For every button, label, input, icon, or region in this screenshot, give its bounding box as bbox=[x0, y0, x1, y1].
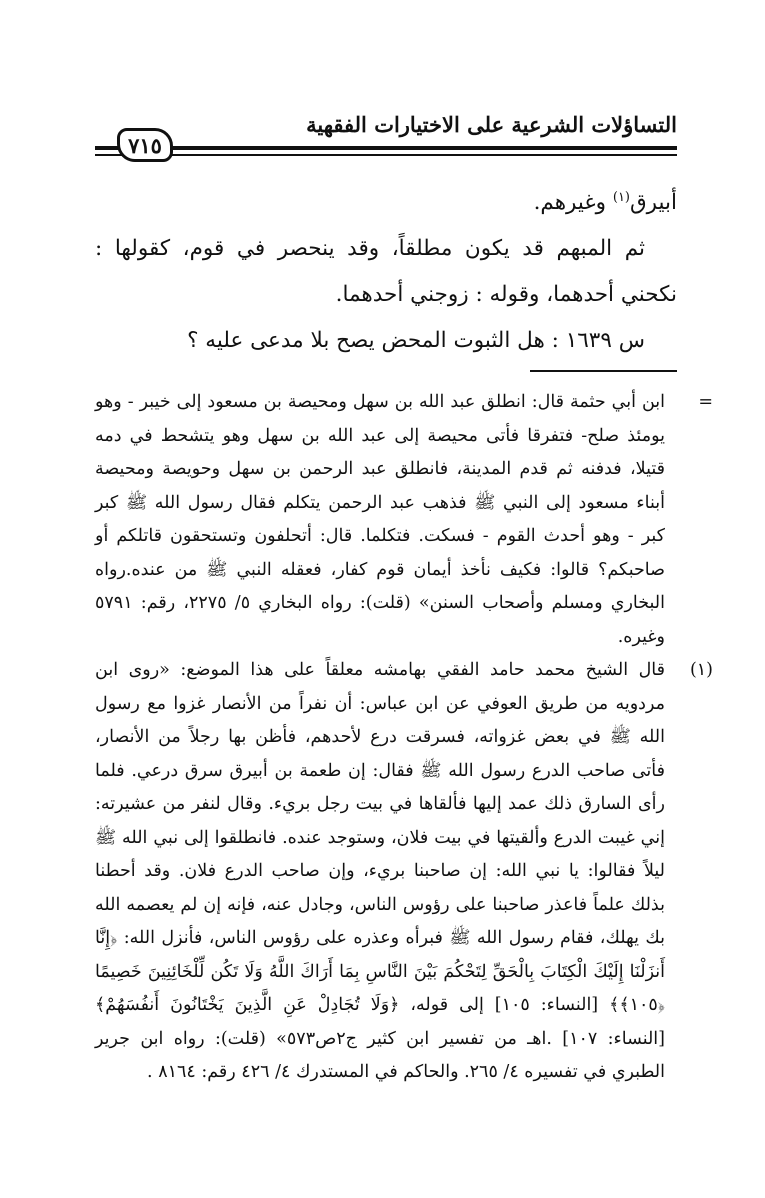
footnote-separator bbox=[530, 370, 677, 372]
header-rule-thin bbox=[95, 154, 677, 156]
page-number: ٧١٥ bbox=[128, 132, 162, 158]
footnote-1-marker: (١) bbox=[689, 660, 713, 680]
header-rule-thick bbox=[95, 146, 677, 150]
paragraph-2: ثم المبهم قد يكون مطلقاً، وقد ينحصر في قوم، كقولها : نكحني أحدهما، وقوله : زوجني أحدهما. bbox=[95, 236, 677, 307]
footnote-reference: (١) bbox=[612, 189, 630, 205]
footnote-continued-marker: = bbox=[698, 392, 713, 412]
footnote-1 bbox=[95, 654, 713, 1090]
footnote-continued-text: ابن أبي حثمة قال: انطلق عبد الله بن سهل ومحيصة بن مسعود إلى خيبر - وهو يومئذ صلح- فتفرقا فأتى محيصة إلى عبد الله بن سهل وهو يتشحط في دمه قتيلا، فدفنه ثم قدم المدينة، فانطلق عبد الرحمن بن سهل وحويصة ومحيصة أبناء مسعود إلى النبي ﷺ فذهب عبد الرحمن يتكلم فقال رسول الله ﷺ كبر كبر - وهو أحدث القوم - فسكت. فتكلما. قال: أتحلفون وتستحقون قاتلكم أو صاحبكم؟ قالوا: فكيف نأخذ أيمان قوم كفار، فعقله النبي ﷺ من عنده.رواه البخاري ومسلم وأصحاب السنن» (قلت): رواه البخاري ٥/ ٢٢٧٥، رقم: ٥٧٩١ وغيره. bbox=[95, 392, 665, 647]
main-text bbox=[95, 180, 677, 364]
paragraph-1 bbox=[95, 180, 677, 226]
page-number-badge bbox=[117, 128, 173, 162]
footnotes bbox=[95, 386, 713, 1090]
paragraph-1-tail: وغيرهم. bbox=[533, 190, 613, 215]
paragraph-1-text: أبيرق bbox=[630, 190, 677, 215]
running-title: التساؤلات الشرعية على الاختيارات الفقهية bbox=[306, 112, 677, 137]
question-1639: س ١٦٣٩ : هل الثبوت المحض يصح بلا مدعى عليه ؟ bbox=[187, 328, 645, 353]
footnote-continued bbox=[95, 386, 713, 654]
footnote-1-text: قال الشيخ محمد حامد الفقي بهامشه معلقاً على هذا الموضع: «روى ابن مردويه من طريق العوفي عن ابن عباس: أن نفراً من الأنصار غزوا مع رسول الله ﷺ في بعض غزواته، فسرقت درع لأحدهم، فأظن بها رجلاً من الأنصار، فأتى صاحب الدرع رسول الله ﷺ فقال: إن طعمة بن أبيرق سرق درعي. فلما رأى السارق ذلك عمد إليها فألقاها في بيت رجل بريء. وقال لنفر من عشيرته: إني غيبت الدرع وألقيتها في بيت فلان، وستوجد عنده. فانطلقوا إلى نبي الله ﷺ ليلاً فقالوا: يا نبي الله: إن صاحبنا بريء، وإن صاحب الدرع فلان. وقد أحطنا بذلك علماً فاعذر صاحبنا على رؤوس الناس، وجادل عنه، فإنه إن لم يعصمه الله بك يهلك، فقام رسول الله ﷺ فبرأه وعذره على رؤوس الناس، فأنزل الله: ﴿إِنَّا أَنزَلْنَا إِلَيْكَ الْكِتَابَ بِالْحَقِّ لِتَحْكُمَ بَيْنَ النَّاسِ بِمَا أَرَاكَ اللَّهُ وَلَا تَكُن لِّلْخَائِنِينَ خَصِيمًا ﴿١٠٥﴾﴾ [النساء: ١٠٥] إلى قوله، ﴿وَلَا تُجَادِلْ عَنِ الَّذِينَ يَخْتَانُونَ أَنفُسَهُمْ﴾ [النساء: ١٠٧] .اهـ من تفسير ابن كثير ج٢ص٥٧٣» (قلت): رواه ابن جرير الطبري في تفسيره ٤/ ٢٦٥. والحاكم في المستدرك ٤/ ٤٢٦ رقم: ٨١٦٤ . bbox=[95, 660, 665, 1082]
page-header bbox=[95, 108, 677, 168]
